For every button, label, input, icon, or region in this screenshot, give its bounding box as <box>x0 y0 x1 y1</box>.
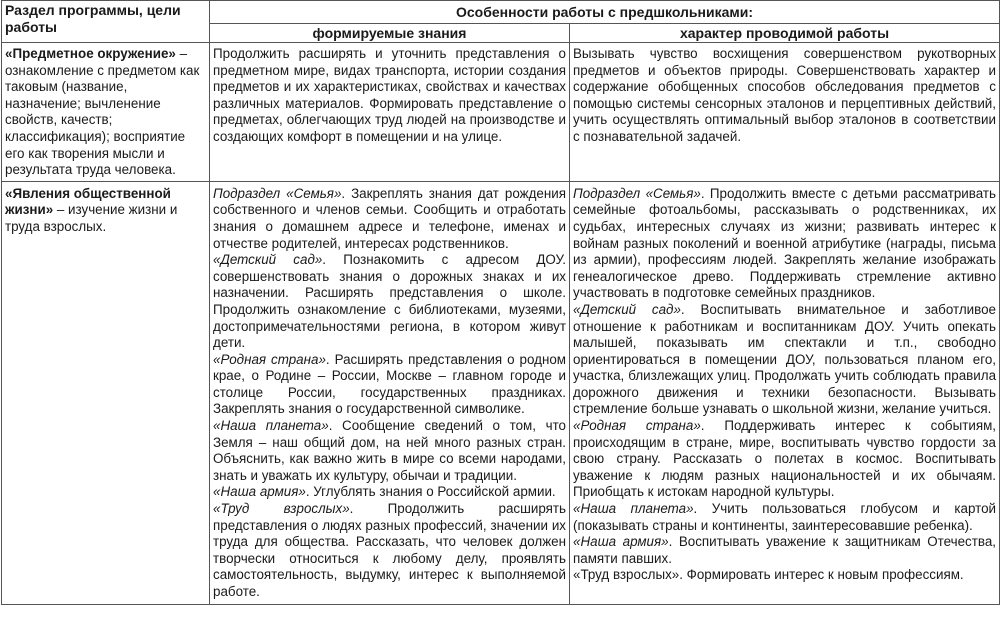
header-group: Особенности работы с предшкольниками: <box>210 1 1000 24</box>
knowledge-paragraph-adult-work <box>213 501 566 601</box>
work-text: «Труд взрослых». Формировать интерес к новым профессиям. <box>573 567 964 583</box>
knowledge-text: . Углублять знания о Российской армии. <box>305 484 556 500</box>
section-title: «Явления общественной жизни» <box>5 185 171 218</box>
work-text: . Поддерживать интерес к событиям, происходящим в стране, мире, воспитывать чувство гордости за свою страну. Рассказать о полетах в космос. Воспитывать уважение к людям разных национальностей и их обычаям. Приобщать к истокам народной культуры. <box>573 418 997 500</box>
knowledge-cell <box>210 43 570 182</box>
knowledge-text: . Закреплять знания дат рождения собственного и членов семьи. Сообщить и отработать знания о домашнем адресе и телефоне, именах и отчестве родителей, интересах родственников. <box>213 185 566 251</box>
knowledge-cell <box>210 181 570 604</box>
work-paragraph-planet <box>573 501 996 534</box>
subsection-label: «Наша армия» <box>573 534 669 550</box>
subsection-label: «Наша планета» <box>213 418 329 434</box>
work-text: . Учить пользоваться глобусом и картой (показывать страны и континенты, заинтересовавшие ребенка). <box>573 501 997 533</box>
knowledge-paragraph <box>213 46 566 146</box>
knowledge-text: . Познакомить с адресом ДОУ. совершенствовать знания о дорожных знаках и их назначении. Расширять представления о школе. Продолжить ознакомление с библиотеками, музеями, достопримечательностями региона, в котором живут дети. <box>213 252 566 351</box>
section-description: – изучение жизни и труда взрослых. <box>5 202 178 234</box>
work-paragraph-adult-work <box>573 567 996 584</box>
section-cell <box>2 43 210 182</box>
subsection-label: «Наша планета» <box>573 501 694 517</box>
table-row <box>2 43 1000 182</box>
section-title: «Предметное окружение» <box>5 46 176 61</box>
knowledge-text: . Продолжить расширять представления о людях разных профессий, значении их труда для общества. Рассказать, что человек должен творчески относиться к любому делу, проявлять самостоятельность, выдумку, интерес к выполняемой работе. <box>213 501 567 599</box>
knowledge-paragraph-planet <box>213 418 566 484</box>
knowledge-paragraph-country <box>213 352 566 418</box>
knowledge-text: . Расширять представления о родном крае, о Родине – России, Москве – главном городе и столице России, государственных праздниках. Закреплять знания о государственной символике. <box>213 351 566 417</box>
knowledge-text: . Сообщение сведений о том, что Земля – наш общий дом, на ней много разных стран. Объяснить, как важно жить в мире со всеми народами, знать и уважать их культуру, обычаи и традиции. <box>213 418 566 483</box>
work-cell <box>570 43 1000 182</box>
table-row <box>2 181 1000 604</box>
header-row <box>2 1 1000 24</box>
knowledge-paragraph-army <box>213 484 566 501</box>
program-table <box>1 0 1000 605</box>
work-text: . Продолжить вместе с детьми рассматривать семейные фотоальбомы, рассказывать о родственниках, их судьбах, интересных случаях из жизни; развивать интерес к войнам разных поколений и военной атрибутике (награды, письма из армии), профессиям людей. Закреплять желание изображать генеалогическое древо. Поддерживать стремление активно участвовать в подготовке семейных праздников. <box>573 185 997 301</box>
work-paragraph <box>573 46 996 146</box>
header-section-column: Раздел программы, цели работы <box>2 1 210 43</box>
work-text: . Воспитывать внимательное и заботливое отношение к работникам и воспитанникам ДОУ. Учить опекать малышей, показывать им спектакли и т.п., свободно ориентироваться в помещении ДОУ, пользоваться планом его, участка, близлежащих улиц. Продолжать учить соблюдать правила дорожного движения и техники безопасности. Вызывать стремление больше узнавать о школьной жизни, желание учиться. <box>573 301 997 417</box>
subsection-label: «Наша армия» <box>213 484 306 500</box>
subsection-label: «Детский сад» <box>213 252 323 268</box>
work-cell <box>570 181 1000 604</box>
work-paragraph-kindergarten <box>573 302 996 418</box>
work-text: Вызывать чувство восхищения совершенством рукотворных предметов и объектов природы. Совершенствовать характер и содержание обобщенных способов обследования предметов с помощью системы сенсорных эталонов и перцептивных действий, учить осуществлять оптимальный выбор эталонов в соответствии с познавательной задачей. <box>573 46 997 144</box>
subsection-label: «Родная страна» <box>573 418 701 434</box>
subsection-label: Подраздел «Семья» <box>213 185 342 201</box>
header-work-column: характер проводимой работы <box>570 24 1000 43</box>
section-cell <box>2 181 210 604</box>
subsection-label: Подраздел «Семья» <box>573 185 701 201</box>
subsection-label: «Труд взрослых» <box>213 501 350 517</box>
subsection-label: «Детский сад» <box>573 301 681 317</box>
work-paragraph-army <box>573 534 996 567</box>
work-paragraph-family <box>573 186 996 302</box>
knowledge-text: Продолжить расширять и уточнить представления о предметном мире, видах транспорта, истории создания предметов и их характеристиках, свойствах и качествах различных материалов. Формировать представление о предметах, облегчающих труд людей на производстве и создающих комфорт в помещении и на улице. <box>213 46 566 144</box>
section-description: – ознакомление с предметом как таковым (название, назначение; вычленение свойств, качеств; классификация); восприятие его как творения мысли и результата труда человека. <box>5 46 200 178</box>
work-paragraph-country <box>573 418 996 501</box>
header-knowledge-column: формируемые знания <box>210 24 570 43</box>
knowledge-paragraph-kindergarten <box>213 252 566 352</box>
knowledge-paragraph-family <box>213 186 566 252</box>
work-text: . Воспитывать уважение к защитникам Отечества, памяти павших. <box>573 534 997 566</box>
subsection-label: «Родная страна» <box>213 351 326 367</box>
